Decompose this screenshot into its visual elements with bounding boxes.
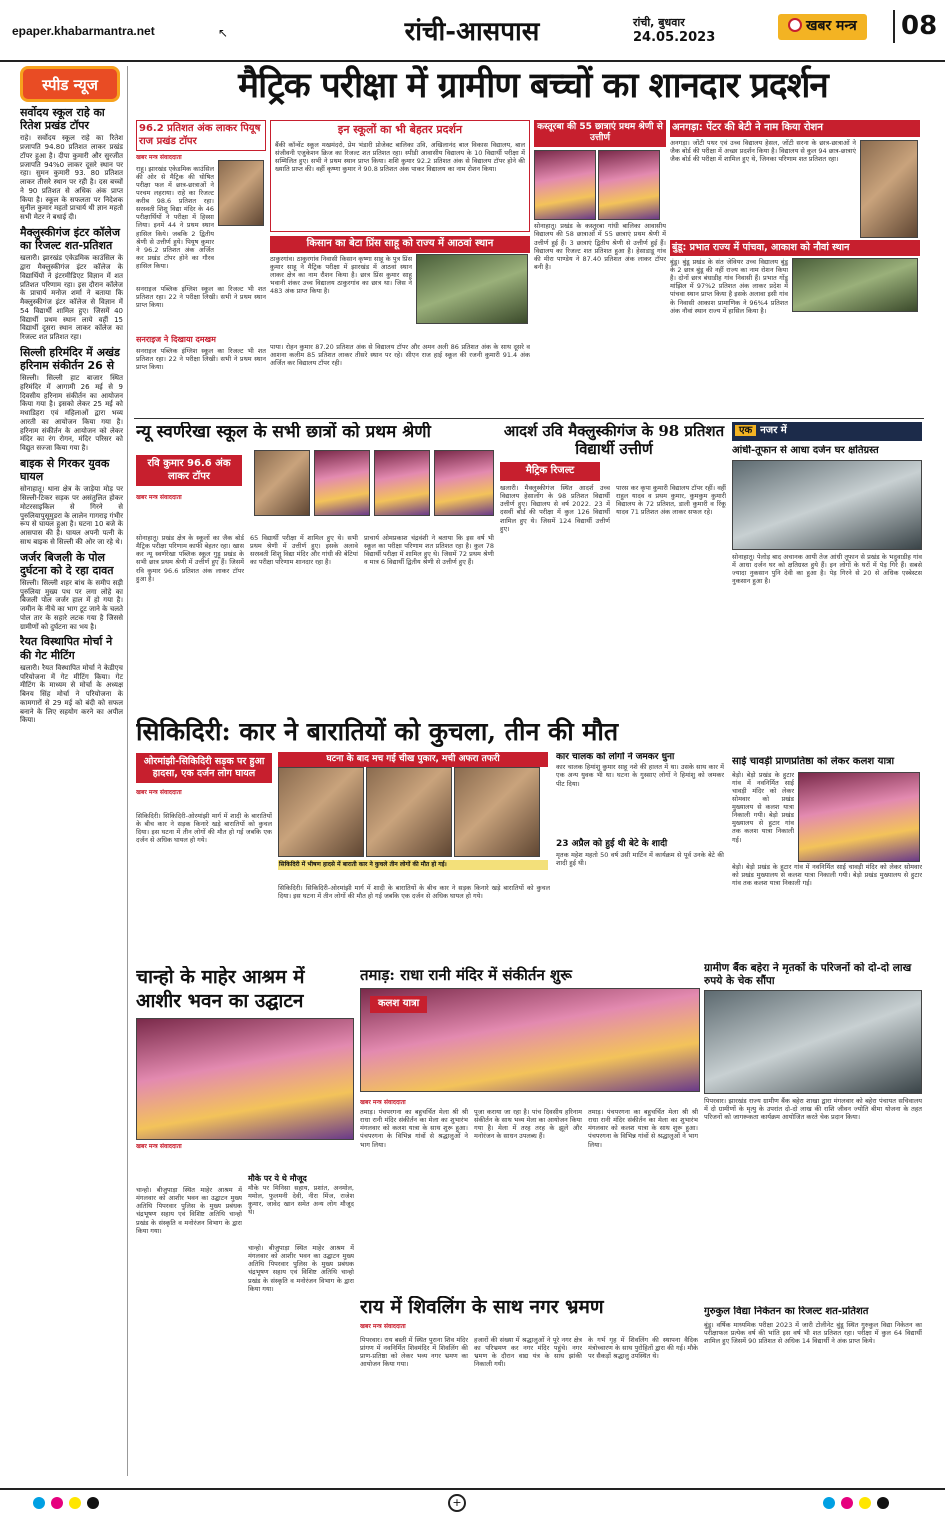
story-kasturba bbox=[534, 120, 666, 410]
story-text: सोनाहातू। प्रखंड के कस्तूरबा गांधी बालिका आवासीय विद्यालय की 58 छात्राओं में 55 छात्राएं प्रथम श्रेणी में उत्तीर्ण हुई हैं। 3 छात्राएं द्वितीय श्रेणी से उत्तीर्ण हुई हैं। विद्यालय का रिजल्ट शत प्रतिशत हुआ है। हेसाडाडू गांव की मीरा पाण्डेय ने 87.40 प्रतिशत अंक लाकर टॉपर बनी है। bbox=[534, 222, 666, 271]
story-tag: कलश यात्रा bbox=[370, 996, 427, 1013]
left-item bbox=[20, 106, 123, 222]
story-tag: किसान का बेटा प्रिंस साहू को राज्य में आठवां स्थान bbox=[270, 236, 530, 253]
left-item-heading: सर्वोदय स्कूल राहे का रितेश प्रखंड टॉपर bbox=[20, 106, 105, 133]
story-text: 65 विद्यार्थी परीक्षा में शामिल हुए थे। सभी प्रथम श्रेणी में उत्तीर्ण हुए। इसके अलावे सरस्वती शिशु विद्या मंदिर और गांधी की बेटियां का परीक्षा परिणाम शानदार रहा है। bbox=[250, 534, 358, 567]
family-photo bbox=[416, 254, 528, 324]
story-headline: न्यू स्वर्णरेखा स्कूल के सभी छात्रों को प्रथम श्रेणी bbox=[136, 422, 431, 442]
byline: खबर मन्त्र संवाददाता bbox=[136, 494, 182, 502]
story-bundu bbox=[670, 240, 920, 410]
story-text: राहू। झारखंड एकेडमिक काउंसिल की ओर से मैट्रिक की घोषित परीक्षा फल में छात्र-छात्राओं ने परचम लहराया। राहे का रिजल्ट करीब 98.6 प्रतिशत रहा। सरस्वती शिशु विद्या मंदिर के 46 परीक्षार्थियों ने परीक्षा में हिस्सा लिया। इनमें 44 ने प्रथम स्थान हासिल किये। जबकि 2 द्वितीय श्रेणी से उत्तीर्ण हुये। पियूष कुमार ने 96.2 प्रतिशत अंक अर्जित कर प्रखंड टॉपर होने का गौरव हासिल किया। bbox=[136, 164, 214, 270]
byline: खबर मन्त्र संवाददाता bbox=[360, 1099, 406, 1106]
yellow-dot bbox=[859, 1497, 871, 1509]
left-item bbox=[20, 457, 123, 547]
story-text: बेड़ो। बेड़ो प्रखंड के हुटार गांव में नवनिर्मित साई चावड़ी मंदिर को लेकर सोमवार को प्रखंड मुख्यालय से कलश यात्रा निकाली गयी। बेड़ो प्रखंड मुख्यालय से हुटार गांव तक कलश यात्रा निकाली गई। bbox=[732, 862, 922, 887]
student-photo bbox=[534, 150, 596, 220]
story-gurukul bbox=[704, 1306, 922, 1482]
story-text: पारस कर कृपा कुमारी विद्यालय टॉपर रहीं। वहीं राहुल यादव व प्रथम कुमार, कुमकुम कुमारी विद्यालय के 72 प्रतिशत, डाली कुमारी व रिंकू यादव 71 प्रतिशत अंक लाकर सफल रहे। bbox=[616, 484, 726, 517]
story-text: चान्हो। बीजुपाड़ा स्थित माहेर आश्रम में मंगलवार को आशीर भवन का उद्घाटन मुख्य अतिथि पिपरवार पुलिस के मुख्य प्रबंधक चंद्रभूषण सहाय एवं विशिष्ट अतिथि चान्हो प्रखंड के संस्कृति व मनोरंजन विभाग के द्वारा किया गया। bbox=[248, 1244, 354, 1293]
story-rai-shivling bbox=[360, 1296, 700, 1484]
story-text: प्राचार्य ओमप्रकाश चंद्रवंशी ने बताया कि इस वर्ष भी स्कूल का परीक्षा परिणाम शत प्रतिशत रहा है। कुल 78 विद्यार्थी परीक्षा में शामिल हुए थे। जिसमें 72 प्रथम श्रेणी व मात्र 6 विद्यार्थी द्वितीय श्रेणी से उत्तीर्ण हुए हैं। bbox=[364, 534, 494, 567]
story-tag: बुंडू: प्रभात राज्य में पांचवा, आकाश को नौवां स्थान bbox=[670, 240, 920, 256]
rule bbox=[134, 418, 924, 419]
story-text: सोनाहातू। प्रखंड क्षेत्र के स्कूलों का जैक बोर्ड मैट्रिक परीक्षा परिणाम काफी बेहतर रहा। खास कर न्यू स्वर्णरेखा पब्लिक स्कूल गुड़ू प्रखंड के सभी छात्र प्रथम श्रेणी में उत्तीर्ण हुए हैं। जिसमें रवि कुमार 96.6 प्रतिशत अंक लाकर टॉपर हुआ है। bbox=[136, 534, 244, 583]
color-marks-right bbox=[820, 1497, 892, 1512]
left-item bbox=[20, 346, 123, 453]
left-item-text: सिल्ली। सिल्ली हाट बाजार स्थित हरिमंदिर में आगामी 26 मई से 9 दिवसीय हरिनाम संकीर्तन का आयोजन किया गया है। इसको लेकर 25 मई को मधाडिहरा एवं महिलाओं द्वारा भव्य आरती का आयोजन किया गया है। हरिनाम संकीर्तन के आयोजन को लेकर मंदिर का रंग रोगन, मंदिर परिसर को विद्युत सज्जा किया गया है। bbox=[20, 374, 123, 453]
story-text: सिकिदिरी। सिकिदिरी-ओरमांझी मार्ग में शादी के बारातियों के बीच कार ने सड़क किनारे खड़े बारातियों को कुचल दिया। इस घटना में तीन लोगों की मौत हो गई जबकि एक दर्जन से अधिक घायल हो गये। bbox=[278, 884, 550, 901]
site-url[interactable]: epaper.khabarmantra.net bbox=[12, 24, 155, 38]
story-text: मौके पर मिनिसा सहाय, प्रशांत, अनमोल, ममोल, फुलमनी देवी, नीरा मिंज, राजेश कुमार, जावेद खान समेत अन्य लोग मौजूद थे। bbox=[248, 1184, 354, 1217]
victim-photo bbox=[454, 767, 540, 857]
page-number: 08 bbox=[893, 10, 937, 43]
speed-news-badge: स्पीड न्यूज bbox=[20, 66, 120, 102]
byline: खबर मन्त्र संवाददाता bbox=[136, 154, 182, 161]
cyan-dot bbox=[823, 1497, 835, 1509]
story-headline: राय में शिवलिंग के साथ नगर भ्रमण bbox=[360, 1296, 604, 1318]
student-photo bbox=[374, 450, 430, 516]
subheading: मौके पर ये थे मौजूद bbox=[248, 1174, 307, 1183]
victim-photo bbox=[278, 767, 364, 857]
photo-caption: सिकिदिरी में भीषण हादसे में बाराती कार ने कुचले तीन लोगों की मौत हो गई। bbox=[278, 860, 548, 870]
byline: खबर मन्त्र संवाददाता bbox=[136, 789, 182, 796]
storm-photo bbox=[732, 460, 922, 550]
yellow-dot bbox=[69, 1497, 81, 1509]
story-text: सनराइज पब्लिक इंग्लिश स्कूल का रिजल्ट भी शत प्रतिशत रहा। 22 ने परीक्षा लिखी। सभी ने प्रथम स्थान प्राप्त किया। bbox=[136, 284, 266, 309]
story-schools bbox=[270, 120, 530, 232]
story-sikidiri bbox=[136, 716, 726, 964]
black-dot bbox=[87, 1497, 99, 1509]
story-text: सनराइज पब्लिक इंग्लिश स्कूल का रिजल्ट भी शत प्रतिशत रहा। 22 ने परीक्षा लिखी। सभी ने प्रथम स्थान प्राप्त किया। bbox=[136, 346, 266, 371]
left-item-heading: सिल्ली हरिमंदिर में अखंड हरिनाम संकीर्तन 26 से bbox=[20, 345, 120, 372]
story-text: ठाकुरगांव। ठाकुरगांव निवासी किसान कृष्णा साहू के पुत्र प्रिंस कुमार साहू ने मैट्रिक परीक्षा में झारखंड में आठवां स्थान लाकर क्षेत्र का नाम रौशन किया है। छात्र प्रिंस कुमार साहू भवानी शंकर उच्च विद्यालय ठाकुरगांव का छात्र था। जिस ने 483 अंक प्राप्त किया है। bbox=[270, 254, 412, 295]
left-item-text: सिल्ली। सिल्ली शहर बांध के समीप सड़ी पुरुलिया मुख्य पथ पर लगा लोहे का बिजली पोल जर्जर हाल में हो गया है। जमीन के नीचे का भाग टूट जाने के चलते पोल तार के सहारे लटक गया है जिससे ग्रामीणों को दुर्घटना का भय है। bbox=[20, 578, 123, 631]
story-new-swarnrekha bbox=[136, 422, 496, 712]
story-text: बुंडू। वर्षिक माध्यमिक परीक्षा 2023 में जारी टोलीनेट बुंडू स्थित गुरुकुल विद्या निकेतन का परीक्षाफल प्रत्येक वर्ष की भांति इस वर्ष भी शत प्रतिशत रहा। परीक्षा में कुल 64 विद्यार्थी शामिल हुए जिसमें 90 प्रतिशत से अधिक 14 विद्यार्थी ने अंक प्राप्त किये। bbox=[704, 1320, 922, 1345]
story-headline: गुरुकुल विद्या निकेतन का रिजल्ट शत-प्रतिशत bbox=[704, 1306, 869, 1317]
color-marks-left bbox=[30, 1497, 102, 1512]
story-headline: ग्रामीण बैंक बहेरा ने मृतकों के परिजनों को दो-दो लाख रुपये के चेक सौंपा bbox=[704, 962, 912, 987]
story-headline: आंधी-तूफान से आधा दर्जन घर क्षतिग्रस्त bbox=[732, 444, 879, 456]
photo-block bbox=[278, 752, 548, 870]
nazar-title: नजर में bbox=[760, 425, 787, 436]
story-headline: साई चावड़ी प्राणप्रतिष्ठा को लेकर कलश यात्रा bbox=[732, 756, 895, 767]
story-headline: सिकिदिरी: कार ने बारातियों को कुचला, तीन की मौत bbox=[136, 717, 619, 746]
story-tag: अनगड़ा: पेंटर की बेटी ने नाम किया रोशन bbox=[670, 120, 920, 137]
story-text: खलारी। मैक्लुस्कीगंज स्थित आदर्श उच्च विद्यालय हेसालोंग के 98 प्रतिशत विद्यार्थी उत्तीर्ण हुए। विद्यालय से वर्ष 2022. 23 में दसवीं बोर्ड की परीक्षा में कुल 126 विद्यार्थी शामिल हुए थे। जिसमें 124 विद्यार्थी उत्तीर्ण हुए। bbox=[500, 484, 610, 533]
story-text: पाया। रोहन कुमार 87.20 प्रतिशत अंक से विद्यालय टॉपर और अमन अली 86 प्रतिशत अंक के साथ दूसरे व आशना कलीम 85 प्रतिशत लाकर तीसरे स्थान पर रहे। सीएन राज हाई स्कूल की रजनी कुमारी 91.4 अंक अर्जित कर विद्यालय टॉपर रही। bbox=[270, 342, 530, 367]
section-title: रांची-आसपास bbox=[404, 17, 540, 47]
story-kalash bbox=[732, 756, 922, 960]
story-text: कार चालक हिमांशु कुमार साहू नशे की हालत में था। उसके साथ कार में एक अन्य युवक भी था। घटना के गुस्साए लोगों ने हिमांशु को जमकर पीट दिया। bbox=[556, 763, 724, 788]
story-headline: आदर्श उवि मैक्लुस्कीगंज के 98 प्रतिशत विद्यार्थी उत्तीर्ण bbox=[503, 422, 725, 458]
magenta-dot bbox=[841, 1497, 853, 1509]
story-gramin-bank bbox=[704, 962, 922, 1202]
left-item bbox=[20, 226, 123, 342]
nazar-badge: एक bbox=[735, 425, 756, 436]
nazar-banner bbox=[732, 422, 922, 441]
photo-tag: घटना के बाद मच गई चीख पुकार, मची अफरा तफरी bbox=[278, 752, 548, 767]
story-piyush bbox=[136, 120, 266, 410]
story-tag: कस्तूरबा की 55 छात्राएं प्रथम श्रेणी से उत्तीर्ण bbox=[534, 120, 666, 147]
magenta-dot bbox=[51, 1497, 63, 1509]
left-item bbox=[20, 551, 123, 632]
procession-photo bbox=[798, 772, 920, 862]
dateline bbox=[633, 16, 715, 47]
story-text: सिकिदिरी। सिकिदिरी-ओरमांझी मार्ग में शादी के बारातियों के बीच कार ने सड़क किनारे खड़े बारातियों को कुचल दिया। इस घटना में तीन लोगों की मौत हो गई जबकि एक दर्जन से अधिक घायल हो गये। bbox=[136, 812, 272, 845]
page-footer bbox=[0, 1488, 945, 1517]
story-tag: मैट्रिक रिजल्ट bbox=[500, 462, 600, 481]
story-tag: ओरमांझी-सिकिदिरी सड़क पर हुआ हादसा, एक दर्जन लोग घायल bbox=[136, 753, 272, 783]
story-tag: 96.2 प्रतिशत अंक लाकर पियूष राज प्रखंड टॉपर bbox=[136, 120, 266, 151]
students-photo bbox=[792, 258, 918, 312]
brand-logo bbox=[778, 14, 867, 40]
left-item-text: खलारी। रैयत विस्थापित मोर्चा ने केडीएच परियोजना में गेट मीटिंग किया। गेट मीटिंग के माध्यम से मोर्चा के अध्यक्ष बिनय सिंह मोर्चा ने परियोजना के कामगारों से 29 मई को बंदी को सफल बनाने के लिए सहयोग करने का अपील किया। bbox=[20, 663, 123, 725]
story-text: पिपरवार। राय बस्ती में स्थित पुराना शिव मंदिर प्रांगण में नवनिर्मित शिवमंदिर में शिवलिंग की प्राण-प्रतिष्ठा को लेकर भव्य नगर भ्रमण का आयोजन किया गया। bbox=[360, 1336, 468, 1369]
story-text: मृतक महेश महतो 50 वर्ष उसी मार्टिन में कार्यक्रम से पूर्व उनके बेटे की शादी हुई थी। bbox=[556, 850, 724, 867]
story-text: हजारों की संख्या में श्रद्धालुओं ने पूरे नगर क्षेत्र का परिभ्रमण कर नगर मंदिर पहुंचे। नगर भ्रमण के दौरान वाद्य यंत्र के साथ झांकी निकाली गयी। bbox=[474, 1336, 582, 1369]
victim-photo bbox=[366, 767, 452, 857]
left-item-heading: बाइक से गिरकर युवक घायल bbox=[20, 456, 110, 484]
driver-sidebar bbox=[556, 752, 724, 962]
student-photo bbox=[598, 150, 660, 220]
byline: खबर मन्त्र संवाददाता bbox=[360, 1322, 406, 1330]
brand-icon bbox=[788, 18, 802, 32]
story-headline: तमाड़: राधा रानी मंदिर में संकीर्तन शुरू bbox=[360, 966, 572, 984]
cursor-icon: ↖ bbox=[218, 26, 229, 40]
story-text: बैंकी कॉन्वेंट स्कूल मखमंदरो, प्रेम भंडारी प्रोजेक्ट बालिका उवि, अखिलानंद बाल विकास विद्यालय, बाल संजीवनी एजुकेशन क्रिज का रिजल्ट शत प्रतिशत रहा। स्पीडी आवासीय विद्यालय के 10 विद्यार्थी परीक्षा में सम्मिलित हुए। सभी ने प्रथम स्थान प्राप्त किया। शशि कुमार 92.2 प्रतिशत अंक से विद्यालय टॉपर होने की ख्याति प्राप्त की। वहीं कृष्णा कुमार ने 90.8 प्रतिशत अंक पाकर विद्यालय का नाम रोशन किया। bbox=[275, 140, 525, 174]
student-photo bbox=[218, 160, 264, 226]
story-text: पूजा कराया जा रहा है। पांच दिवसीय हरिनाम संकीर्तन के साथ भव्य मेला का आयोजन किया गया है। मेला में तरह तरह के झूले और मनोरंजन के साधन उपलब्ध हैं। bbox=[474, 1108, 582, 1141]
left-item-text: खलारी। झारखंड एकेडमिक काउंसिल के द्वारा मैक्लुस्कीगंज इंटर कॉलेज के विद्यार्थियों ने इंटरमीडिएट विज्ञान में शत प्रतिशत परिणाम रहा। इस दौरान कॉलेज के प्राचार्य मनोज शर्मा ने बताया कि मैक्लुस्कीगंज इंटर कॉलेज से विज्ञान में 54 विद्यार्थी शामिल हुए। जिसमें 40 विद्यार्थी प्रथम स्थान लाये वहीं 15 विद्यार्थी दूसरा स्थान लाकर कॉलेज का रिजल्ट शत प्रतिशत रहा। bbox=[20, 254, 123, 341]
inauguration-photo bbox=[136, 1018, 354, 1140]
main-headline: मैट्रिक परीक्षा में ग्रामीण बच्चों का शानदार प्रदर्शन bbox=[238, 65, 828, 106]
student-photo bbox=[434, 450, 494, 516]
byline: खबर मन्त्र संवाददाता bbox=[136, 1142, 182, 1150]
story-text: चान्हो। बीजुपाड़ा स्थित माहेर आश्रम में मंगलवार को आशीर भवन का उद्घाटन मुख्य अतिथि पिपरवार पुलिस के मुख्य प्रबंधक चंद्रभूषण सहाय एवं विशिष्ट अतिथि चान्हो प्रखंड के संस्कृति व मनोरंजन विभाग के द्वारा किया गया। bbox=[136, 1186, 242, 1235]
cyan-dot bbox=[33, 1497, 45, 1509]
subheading: कार चालक को लोगों ने जमकर धुना bbox=[556, 752, 675, 762]
story-angara bbox=[670, 120, 920, 240]
story-text: अनगड़ा। जोंटी पथर एवं उच्च विद्यालय हेसल, जोंटी सरना के छात्र-छात्राओं ने जैक बोर्ड की परीक्षा में अच्छा प्रदर्शन किया है। विद्यालय से कुल 94 छात्र-छात्राएं जैक बोर्ड की परीक्षा में शामिल हुए थे, जिनका परिणाम शत प्रतिशत रहा। bbox=[670, 138, 856, 163]
cheque-photo bbox=[704, 990, 922, 1094]
story-tamar bbox=[360, 966, 700, 1290]
story-tag: इन स्कूलों का भी बेहतर प्रदर्शन bbox=[337, 123, 463, 136]
left-item-heading: रैयत विस्थापित मोर्चा ने की गेट मीटिंग bbox=[20, 635, 113, 662]
student-photo bbox=[860, 140, 918, 238]
story-adarsh bbox=[500, 422, 728, 712]
subheading: सनराइज ने दिखाया दमखम bbox=[136, 334, 216, 344]
speed-news-column bbox=[20, 66, 128, 1476]
left-item bbox=[20, 635, 123, 725]
story-storm bbox=[732, 422, 922, 752]
story-text: तमाड़। पंचपरगना का बहुचर्चित मेला श्री श्री राधा रानी मंदिर संकीर्तन का मेला का शुभारंभ मंगलवार को कलश यात्रा के साथ शुरू हुआ। पंचपरगना के विभिन्न गांवों से श्रद्धालुओं ने भाग लिया। bbox=[588, 1108, 698, 1149]
story-text: सोनाहातू। पेलोड़ बाद अचानक आयी तेज आंधी तूफान से प्रखंड के भदुवाडीह गांव में आधा दर्जन घर को क्षतिग्रस्त हुये हैं। इन लोगों के घरों में पेड़ गिरे हैं। सबसे ज्यादा नुकसान पुनि देवी का हुआ है। पेड़ गिरने से 20 से अधिक एस्बेस्टस नुकसान हुआ है। bbox=[732, 553, 922, 586]
page-header bbox=[0, 0, 945, 62]
left-item-heading: जर्जर बिजली के पोल दुर्घटना को दे रहा दावत bbox=[20, 550, 114, 577]
present-box bbox=[248, 1174, 354, 1474]
registration-mark-icon: + bbox=[448, 1494, 466, 1512]
left-item-heading: मैक्लुस्कीगंज इंटर कॉलेज का रिजल्ट शत-प्रतिशत bbox=[20, 225, 120, 253]
city-day: रांची, बुधवार bbox=[633, 16, 685, 29]
subheading: 23 अप्रैल को हुई थी बेटे के शादी bbox=[556, 839, 668, 850]
story-maher bbox=[136, 966, 354, 1484]
black-dot bbox=[877, 1497, 889, 1509]
left-item-text: सोनाहातू। थाना क्षेत्र के जाड़ेया मोड़ पर सिल्ली-टिकर सड़क पर असंतुलित होकर मोटरसाइकिल से गिरने से पुरुलियापुसूमुडरा के लालेन गागराइ गंभीर रूप से घायल हुआ है। घटना 10 बजे के आसपास की है। घायल अपनी पत्नी के साथ बाइक से सिल्ली की ओर जा रहे थे। bbox=[20, 485, 123, 546]
story-headline: चान्हो के माहेर आश्रम में आशीर भवन का उद्घाटन bbox=[136, 966, 305, 1012]
story-text: तमाड़। पंचपरगना का बहुचर्चित मेला श्री श्री राधा रानी मंदिर संकीर्तन का मेला का शुभारंभ मंगलवार को कलश यात्रा के साथ शुरू हुआ। पंचपरगना के विभिन्न गांवों से श्रद्धालुओं ने भाग लिया। bbox=[360, 1108, 468, 1149]
student-photo bbox=[314, 450, 370, 516]
story-text: बेड़ो। बेड़ो प्रखंड के हुटार गांव में नवनिर्मित साई चावड़ी मंदिर को लेकर सोमवार को प्रखंड मुख्यालय से कलश यात्रा निकाली गयी। बेड़ो प्रखंड मुख्यालय से हुटार गांव तक कलश यात्रा निकाली गई। bbox=[732, 770, 794, 844]
brand-name: खबर मन्त्र bbox=[806, 18, 857, 34]
issue-date: 24.05.2023 bbox=[633, 30, 716, 46]
story-tag: रवि कुमार 96.6 अंक लाकर टॉपर bbox=[136, 455, 242, 486]
story-text: बुंडू। बुंडू प्रखंड के संत जेवियर उच्च विद्यालय बुंडू के 2 छात्र बुंडू की नहीं राज्य का नाम रोशन किया है। दोनों छात्र बंधाडीह गांव निवासी हैं। प्रभात गोंडू मांझिल में 97%2 प्रतिशत अंक लाकर प्रदेश में पांचवा स्थान प्राप्त किया है इसके अलावा इसी गांव के निवासी आकाश प्रामाणिक ने 96%4 प्रतिशत अंक नौवां स्थान राज्य में हासिल किया है। bbox=[670, 257, 788, 315]
story-text: के गर्भ गृह में शिवलिंग की स्थापना वैदिक मंत्रोच्चारण के साथ पुरोहितों द्वारा की गई। मौके पर सैकड़ों श्रद्धालु उपस्थित थे। bbox=[588, 1336, 698, 1361]
student-photo bbox=[254, 450, 310, 516]
story-prince bbox=[270, 236, 530, 414]
left-item-text: राहे। सर्वोदय स्कूल राहे का रितेश प्रजापति 94.80 प्रतिशत लाकर प्रखंड टॉपर हुआ है। दीपा कुमारी और सुरजीत प्रजापति 94%0 लाकर दूसरे स्थान पर रहा। सुमन कुमारी 93. 80 प्रतिशत लाकर तीसरे स्थान पर रही है। दस बच्चों ने 90 प्रतिशत से अधिक अंक प्राप्त किया है। स्कूल के सफलता पर निदेशक सुनील कुमार महतो प्राचार्य थी ज्ञान महतो सभी मेटर ने बधाई दी। bbox=[20, 134, 123, 222]
story-text: पिपरवार। झारखंड राज्य ग्रामीण बैंक बहेरा शाखा द्वारा मंगलवार को बहेरा पंचायत सचिवालय में दो ग्रामीणों के मृत्यु के उपरांत दो-दो लाख की राशि जीवन ज्योति बीमा योजना के तहत परिजनों को जागरूकता कार्यक्रम आयोजित करते चेक प्रदान किया। bbox=[704, 1097, 922, 1122]
